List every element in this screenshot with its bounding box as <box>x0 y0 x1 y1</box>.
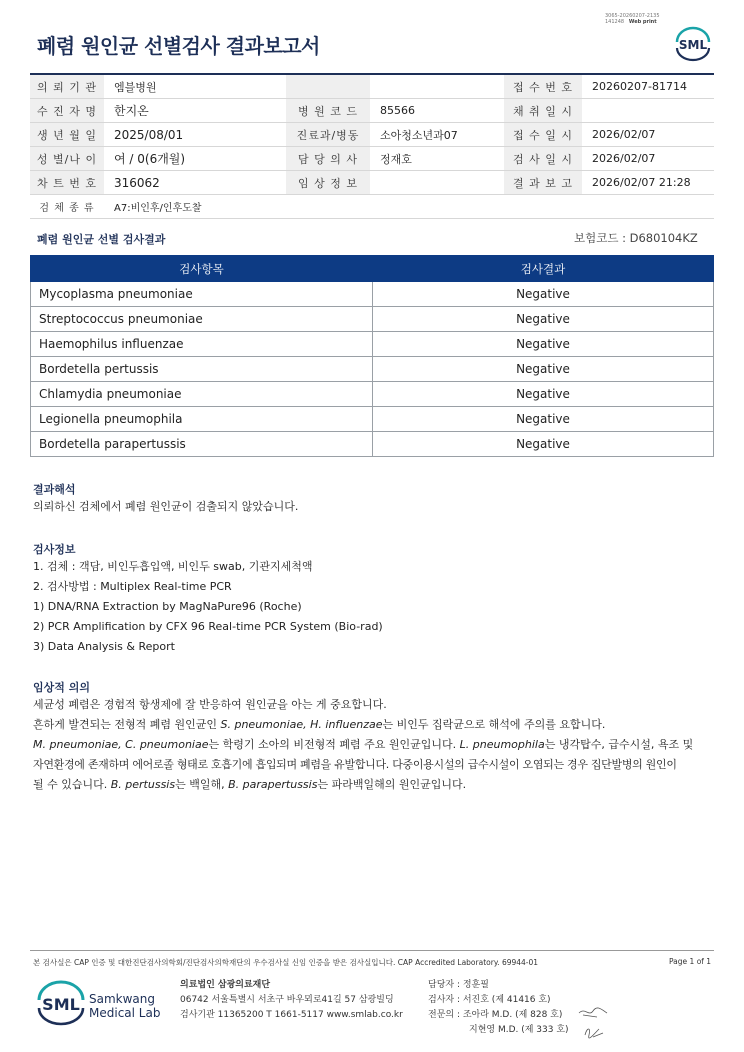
info-value: 2026/02/07 21:28 <box>582 171 714 195</box>
test-result: Negative <box>373 407 714 432</box>
svg-text:Samkwang: Samkwang <box>89 992 155 1006</box>
test-item: Bordetella parapertussis <box>31 432 373 457</box>
test-info-line: 3) Data Analysis & Report <box>33 640 175 653</box>
test-info-line: 1. 검체 : 객담, 비인두흡입액, 비인두 swab, 기관지세척액 <box>33 560 313 573</box>
staff-name: 지현영 M.D. (제 333 호) <box>469 1025 569 1035</box>
clinical-text-span: 는 비인두 집락균으로 해석에 주의를 요합니다. <box>382 718 606 731</box>
test-item: Bordetella pertussis <box>31 357 373 382</box>
info-value: 소아청소년과07 <box>370 123 504 147</box>
organism-name: B. pertussis <box>110 778 176 791</box>
org-contact: 검사기관 11365200 T 1661-5117 www.smlab.co.kr <box>180 1010 403 1020</box>
info-row <box>30 75 714 99</box>
test-result: Negative <box>373 282 714 307</box>
accreditation-note: 본 검사실은 CAP 인증 및 대한진단검사의학회/진단검사의학재단의 우수검사실 신임 인증을 받은 검사실입니다. CAP Accredited Laboratory. 69944-01 <box>33 958 539 967</box>
test-item: Chlamydia pneumoniae <box>31 382 373 407</box>
results-section-title: 폐렴 원인균 선별 검사결과 <box>37 233 166 246</box>
table-row <box>31 282 714 307</box>
test-info-line: 2) PCR Amplification by CFX 96 Real-time PCR System (Bio-rad) <box>33 620 383 633</box>
clinical-text-span: 는 학령기 소아의 비전형적 폐렴 주요 원인균입니다. <box>208 738 460 751</box>
page-number: Page 1 of 1 <box>669 957 712 966</box>
col-header-item: 검사항목 <box>31 256 373 282</box>
clinical-line <box>33 715 723 735</box>
table-row <box>31 382 714 407</box>
info-value: 한지온 <box>104 99 286 123</box>
results-header-row <box>31 256 714 282</box>
organism-name: M. pneumoniae, C. pneumoniae <box>33 738 209 751</box>
clinical-line <box>33 735 723 755</box>
interpretation-text: 의뢰하신 검체에서 폐렴 원인균이 검출되지 않았습니다. <box>33 500 299 513</box>
test-info-list <box>33 557 383 657</box>
staff-name: 서진호 (제 41416 호) <box>462 995 551 1005</box>
footer-rule <box>30 950 714 951</box>
svg-text:SML: SML <box>42 995 80 1014</box>
organism-name: S. pneumoniae, H. influenzae <box>220 718 383 731</box>
test-item: Mycoplasma pneumoniae <box>31 282 373 307</box>
organism-name: L. pneumophila <box>459 738 545 751</box>
info-row <box>30 147 714 171</box>
clinical-line <box>33 775 723 795</box>
col-header-result: 검사결과 <box>373 256 714 282</box>
info-label: 검 사 일 시 <box>504 147 582 171</box>
clinical-text-span: 는 파라백일해의 원인균입니다. <box>317 778 467 791</box>
test-info-line: 1) DNA/RNA Extraction by MagNaPure96 (Roche) <box>33 600 302 613</box>
test-info-title: 검사정보 <box>33 543 76 556</box>
test-result: Negative <box>373 432 714 457</box>
test-result: Negative <box>373 332 714 357</box>
clinical-title: 임상적 의의 <box>33 681 90 694</box>
info-value: 여 / 0(6개월) <box>104 147 286 171</box>
test-result: Negative <box>373 357 714 382</box>
staff-label: 검사자 : <box>428 995 460 1005</box>
info-label: 임 상 정 보 <box>286 171 370 195</box>
info-label: 채 취 일 시 <box>504 99 582 123</box>
org-address: 06742 서울특별시 서초구 바우뫼로41길 57 삼광빌딩 <box>180 995 394 1005</box>
info-value: 2026/02/07 <box>582 123 714 147</box>
staff-label: 담당자 : <box>428 980 460 990</box>
info-label: 결 과 보 고 <box>504 171 582 195</box>
info-label: 차 트 번 호 <box>30 171 104 195</box>
clinical-line: 세균성 폐렴은 경험적 항생제에 잘 반응하여 원인균을 아는 게 중요합니다. <box>33 698 387 711</box>
info-value <box>370 75 504 99</box>
info-value: 엠블병원 <box>104 75 286 99</box>
table-row <box>31 307 714 332</box>
info-row <box>30 99 714 123</box>
test-item: Haemophilus influenzae <box>31 332 373 357</box>
test-item: Legionella pneumophila <box>31 407 373 432</box>
clinical-text-span: 될 수 있습니다. <box>33 778 111 791</box>
info-label: 의 뢰 기 관 <box>30 75 104 99</box>
staff-info <box>428 978 569 1038</box>
info-value: 2025/08/01 <box>104 123 286 147</box>
specimen-row <box>30 195 714 219</box>
clinical-text-span: 흔하게 발견되는 전형적 폐렴 원인균인 <box>33 718 221 731</box>
table-row <box>31 357 714 382</box>
print-meta <box>605 13 660 25</box>
organism-name: B. parapertussis <box>228 778 318 791</box>
info-row <box>30 123 714 147</box>
report-title: 폐렴 원인균 선별검사 결과보고서 <box>37 34 320 58</box>
test-result: Negative <box>373 382 714 407</box>
samkwang-logo <box>37 980 167 1034</box>
info-row <box>30 171 714 195</box>
info-value <box>370 171 504 195</box>
table-row <box>31 407 714 432</box>
info-value: 2026/02/07 <box>582 147 714 171</box>
signature-icon <box>577 1005 611 1045</box>
info-value: 정재호 <box>370 147 504 171</box>
sml-logo-icon <box>673 26 713 62</box>
info-value <box>582 99 714 123</box>
info-label: 생 년 월 일 <box>30 123 104 147</box>
info-value: 316062 <box>104 171 286 195</box>
org-info <box>180 978 403 1023</box>
info-label: 성 별/나 이 <box>30 147 104 171</box>
info-label: 진료과/병동 <box>286 123 370 147</box>
staff-name: 정훈필 <box>462 980 489 990</box>
table-row <box>31 432 714 457</box>
staff-name: 조아라 M.D. (제 828 호) <box>462 1010 563 1020</box>
info-value: 20260207-81714 <box>582 75 714 99</box>
info-label: 수 진 자 명 <box>30 99 104 123</box>
specimen-label: 검 체 종 류 <box>30 195 104 219</box>
info-label: 담 당 의 사 <box>286 147 370 171</box>
insurance-code: 보험코드 : D680104KZ <box>574 231 698 245</box>
meta-line-2: 141248 <box>605 19 625 25</box>
info-value: 85566 <box>370 99 504 123</box>
specimen-value: A7:비인후/인후도찰 <box>104 195 714 219</box>
clinical-text-span: 는 백일해, <box>175 778 229 791</box>
results-table <box>30 255 714 457</box>
staff-label: 전문의 : <box>428 1010 460 1020</box>
org-name: 의료법인 삼광의료재단 <box>180 980 271 990</box>
test-info-line: 2. 검사방법 : Multiplex Real-time PCR <box>33 580 232 593</box>
info-label: 병 원 코 드 <box>286 99 370 123</box>
svg-text:Medical Lab: Medical Lab <box>89 1006 161 1020</box>
info-label <box>286 75 370 99</box>
interpretation-title: 결과해석 <box>33 483 76 496</box>
svg-text:SML: SML <box>678 38 708 52</box>
web-print-label: Web print <box>628 19 657 25</box>
info-label: 접 수 일 시 <box>504 123 582 147</box>
test-result: Negative <box>373 307 714 332</box>
table-row <box>31 332 714 357</box>
patient-info-table <box>30 75 714 219</box>
test-item: Streptococcus pneumoniae <box>31 307 373 332</box>
info-label: 접 수 번 호 <box>504 75 582 99</box>
clinical-line: 자연환경에 존재하며 에어로졸 형태로 호흡기에 흡입되며 폐렴을 유발합니다. 다중이용시설의 급수시설이 오염되는 경우 집단발병의 원인이 <box>33 758 677 771</box>
clinical-text <box>33 695 723 795</box>
clinical-text-span: 는 냉각탑수, 급수시설, 욕조 및 <box>544 738 694 751</box>
meta-line-1: 3065-20260207-2135 <box>605 13 660 19</box>
